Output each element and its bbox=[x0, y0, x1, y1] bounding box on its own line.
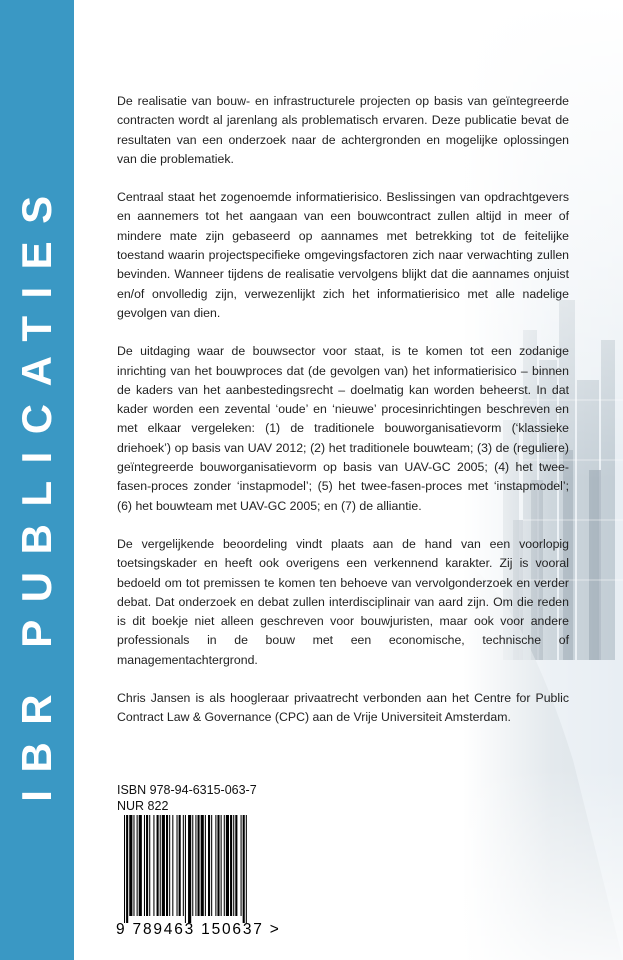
barcode-digits: 9 789463 150637 > bbox=[116, 921, 281, 938]
barcode bbox=[114, 815, 294, 940]
barcode-bar bbox=[246, 815, 247, 923]
barcode-bar bbox=[162, 815, 165, 916]
barcode-bar bbox=[160, 815, 161, 916]
barcode-bar bbox=[185, 815, 186, 923]
paragraph-assessment: De vergelijkende beoordeling vindt plaats aan de hand van een voorlopig toetsingskader en heeft ook overigens een verkennend karakter. Zij is vooral bedoeld om tot premissen te komen ten behoeve van vervolgonderzoek en verder debat. Dat onderzoek en debat zullen interdisciplinair van aard zijn. Om die reden is dit boekje niet alleen geschreven voor bouwjuristen, maar ook voor andere professionals in de bouw met een economische, technische of managementachtergrond. bbox=[117, 536, 569, 667]
barcode-bar bbox=[166, 815, 168, 916]
barcode-bar bbox=[146, 815, 148, 916]
barcode-bar bbox=[133, 815, 134, 916]
barcode-bar bbox=[126, 815, 128, 923]
paragraph-information-risk: Centraal staat het zogenoemde informatierisico. Beslissingen van opdrachtgevers en aannemers tot het aangaan van een bouwcontract zullen altijd in meer of mindere mate zijn gebaseerd op aannames met betrekking tot de feitelijke toestand waarin projectspecifieke omgevingsfactoren zich naar verwachting zullen bevinden. Wanneer tijdens de realisatie vervolgens blijkt dat die aannames onjuist en/of onvolledig zijn, verwezenlijkt zich het informatierisico met alle nadelige gevolgen van dien. bbox=[117, 190, 569, 320]
barcode-bar bbox=[224, 815, 225, 916]
barcode-bar bbox=[221, 815, 222, 916]
barcode-bar bbox=[195, 815, 196, 916]
barcode-bar bbox=[188, 815, 191, 923]
barcode-bar bbox=[211, 815, 212, 916]
barcode-bar bbox=[172, 815, 173, 916]
barcode-bar bbox=[201, 815, 204, 916]
barcode-bar bbox=[198, 815, 200, 916]
barcode-bar bbox=[230, 815, 232, 916]
barcode-bar bbox=[233, 815, 234, 916]
barcode-bar bbox=[157, 815, 159, 916]
barcode-bar bbox=[241, 815, 242, 916]
barcode-bar bbox=[208, 815, 210, 916]
barcode-bar bbox=[215, 815, 216, 916]
isbn-line: ISBN 978-94-6315-063-7 bbox=[117, 783, 257, 797]
barcode-bar bbox=[226, 815, 229, 916]
barcode-bar bbox=[169, 815, 170, 916]
barcode-bar bbox=[217, 815, 219, 916]
barcode-bar bbox=[192, 815, 193, 916]
barcode-bar bbox=[149, 815, 150, 916]
barcode-bar bbox=[153, 815, 154, 916]
barcode-bar bbox=[235, 815, 237, 916]
barcode-bar bbox=[183, 815, 184, 916]
barcode-bar bbox=[139, 815, 142, 916]
paragraph-author: Chris Jansen is als hoogleraar privaatrecht verbonden aan het Centre for Public Contract Law & Governance (CPC) aan de Vrije Universiteit Amsterdam. bbox=[117, 691, 569, 725]
barcode-bar bbox=[129, 815, 132, 916]
back-cover-text bbox=[117, 92, 569, 747]
isbn-block bbox=[117, 782, 257, 814]
barcode-bar bbox=[243, 815, 245, 923]
barcode-bar bbox=[137, 815, 138, 916]
nur-line: NUR 822 bbox=[117, 799, 169, 813]
barcode-bar bbox=[179, 815, 181, 916]
spine-bar bbox=[0, 0, 74, 960]
paragraph-intro: De realisatie van bouw- en infrastructurele projecten op basis van geïntegreerde contracten wordt al jarenlang als problematisch ervaren. Deze publicatie bevat de resultaten van een onderzoek naar de achtergronden en mogelijke oplossingen van die problematiek. bbox=[117, 94, 569, 166]
spine-title: IBR PUBLICATIES bbox=[13, 178, 60, 802]
barcode-bar bbox=[144, 815, 145, 916]
barcode-bar bbox=[205, 815, 206, 916]
barcode-bar bbox=[177, 815, 178, 916]
barcode-bar bbox=[124, 815, 125, 923]
paragraph-challenge: De uitdaging waar de bouwsector voor staat, is te komen tot een zodanige inrichting van het bouwproces dat (de gevolgen van) het informatierisico – binnen de kaders van het aanbestedingsrecht – doelmatig kan worden beheerst. In dat kader worden een zevental ‘oude’ en ‘nieuwe’ procesinrichtingen beschreven en met elkaar vergeleken: (1) de traditionele bouworganisatievorm (‘klassieke driehoek’) op basis van UAV 2012; (2) het traditionele bouwteam; (3) de (reguliere) geïntegreerde bouworganisatievorm op basis van UAV-GC 2005; (4) het twee-fasen-proces zonder ‘instapmodel’; (5) het twee-fasen-proces met ‘instapmodel’; (6) het bouwteam met UAV-GC 2005; en (7) de alliantie. bbox=[117, 344, 569, 513]
